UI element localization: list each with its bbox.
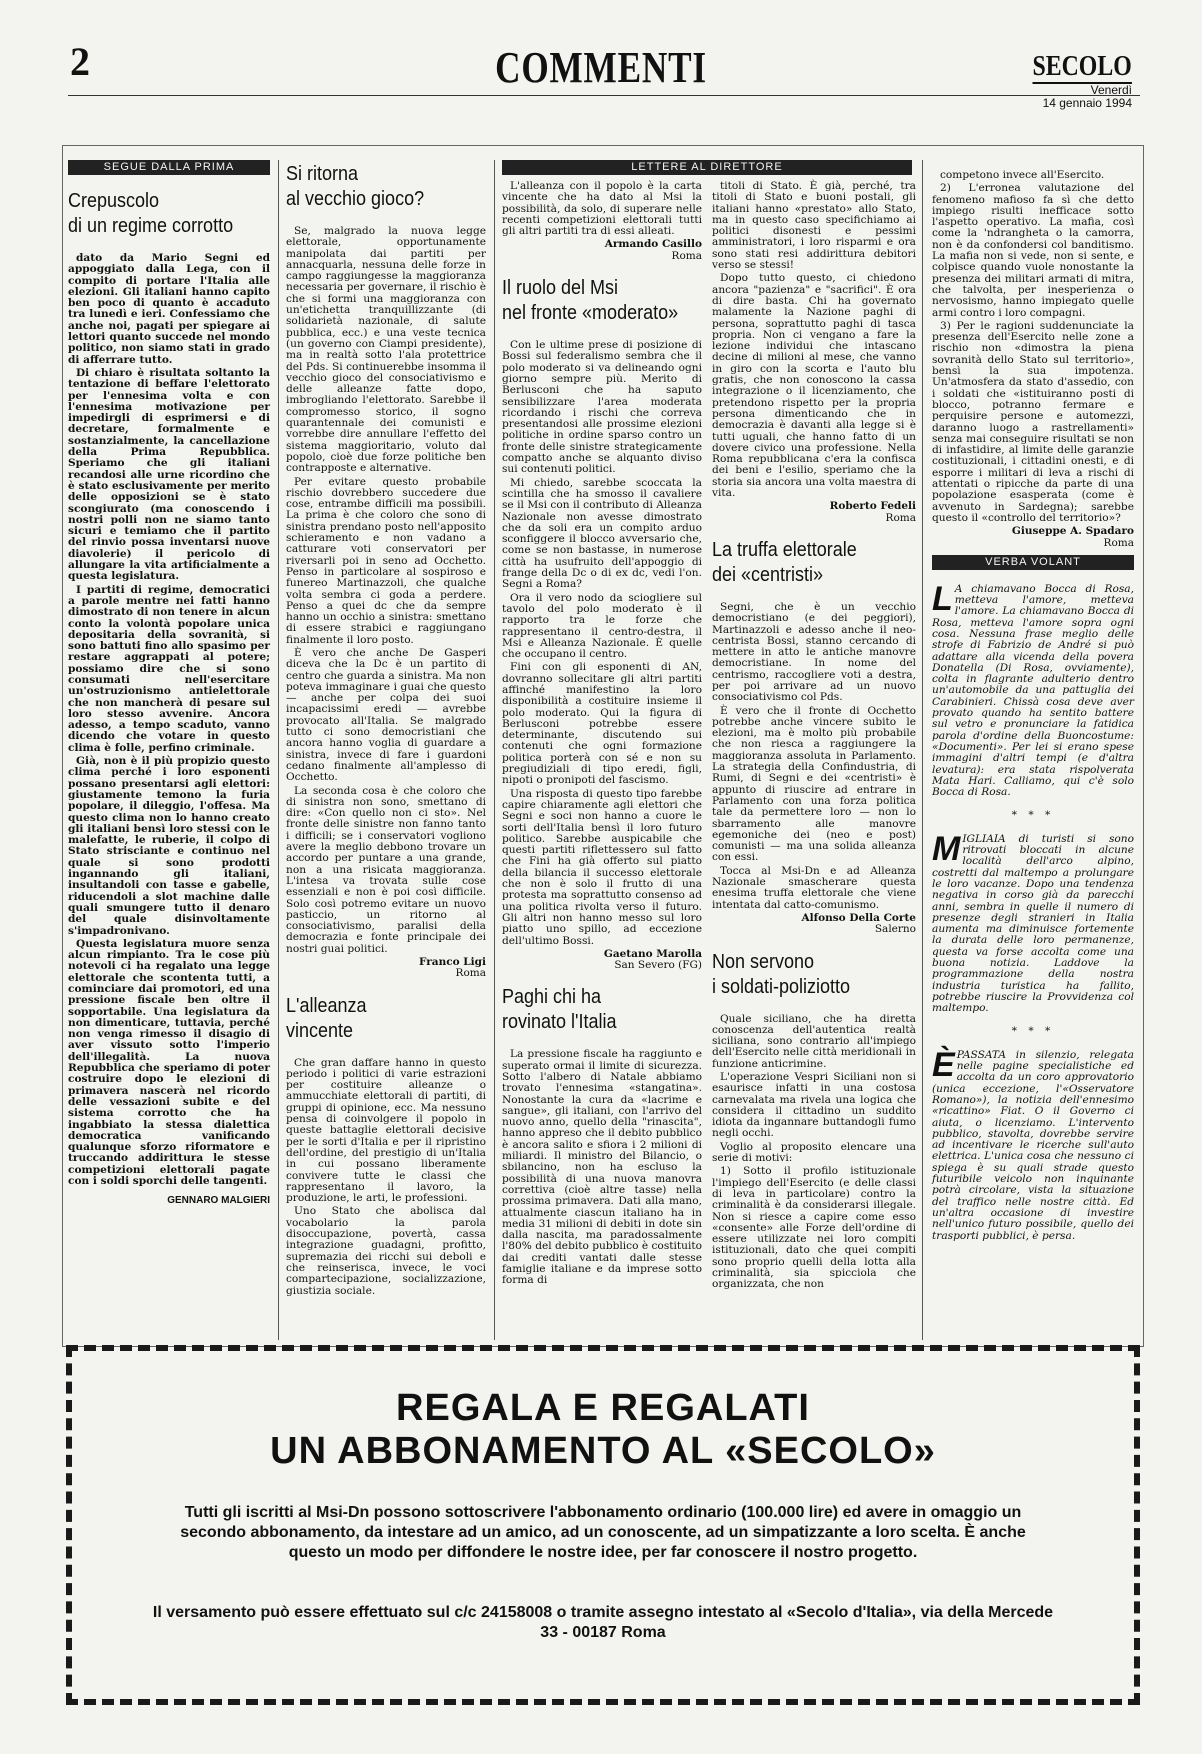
drop-cap: L [932, 579, 953, 618]
verba-volant-item [932, 1045, 1134, 1242]
headline-line: Non servono [712, 950, 815, 973]
issue-day: Venerdì [1090, 83, 1132, 97]
headline-line: Crepuscolo [68, 190, 160, 212]
paragraph: Che gran daffare hanno in questo periodo i politici di varie estrazioni per costituire alleanze o ammucchiate elettorali di partiti, di gruppi di opinione, ecc. Ma nessuno pensa di coinvolgere il popolo in queste battaglie elettorali decisive per le sorti d'Italia e per il ripristino dell'ordine, del prestigio di un'Italia in cui possano liberamente convivere tutte le classi che rappresentano il lavoro, la produzione, le arti, le professioni. [286, 1056, 486, 1205]
page-number: 2 [70, 39, 90, 84]
paragraph: Fini con gli esponenti di AN, dovranno sollecitare gli altri partiti affinché manifestino la loro disponibilità a costituire insieme il polo moderato. Qui la figura di Berlusconi potrebbe essere determinante, discutendo sui contenuti che ogni formazione politica porterà con sé e non su pregiudiziali di tipo eredi, figli, nipoti o pronipoti del fascismo. [502, 661, 702, 787]
signature-city: Roma [455, 967, 486, 980]
headline [286, 994, 466, 1044]
newspaper-logo: SECOLO [1032, 51, 1132, 82]
headline [68, 189, 250, 239]
subscription-promo [66, 1345, 1140, 1705]
paragraph: Con le ultime prese di posizione di Bossi sul federalismo sembra che il polo moderato si va delineando ogni giorno sempre più. Merito di Berlusconi che ha saputo sensibilizzare l'area moderata ricordando i rischi che correva presentandosi alle prossime elezioni politiche in ordine sparso contro un fronte delle sinistre strategicamente compatto anche se alquanto diviso sui contenuti politici. [502, 339, 702, 476]
paragraph-text: A chiamavano Bocca di Rosa, metteva l'amore, metteva l'amore. La chiamavano Bocca di Rosa, metteva l'amore sopra ogni cosa. Nessuna frase meglio delle strofe di Fabrizio de André si può adattare alla vicenda della povera Donatella (Di Rosa, ovviamente), colta in flagrante adulterio dentro un'automobile da una pattuglia dei Carabinieri. Chissà cosa deve aver provato quando ha sentito battere sul vetro e pronunciare la fatidica parola d'ordine della Buoncostume: «Documenti». Per lei si erano spese immagini d'altri tempi (e d'altra levatura): era stata rispolverata Mata Hari. Calliamo, qui c'è solo Bocca di Rosa. [932, 582, 1134, 799]
paragraph: Per evitare questo probabile rischio dovrebbero succedere due cose, entrambe difficili ma possibili. La prima è che coloro che sono di sinistra prendano posto nell'apposito schieramento e non vadano a catturare voti conservatori per riversarli poi in seno ad Occhetto. Penso in particolare al sospiroso e funereo Martinazzoli, che qualche volta sembra ci goda a perdere. Penso a quei dc che da sempre hanno un occhio a sinistra: smettano di essere strabici e raggiungano finalmente il loro posto. [286, 475, 486, 646]
signature-city: Salerno [874, 923, 916, 936]
promo-title: REGALA E REGALATI [396, 1387, 810, 1429]
paragraph: Ora il vero nodo da sciogliere sul tavolo del polo moderato è il rapporto tra le forze che rappresentano il centro-destra, il Msi e Alleanza Nazionale. È quelle che occupano il centro. [502, 591, 702, 661]
headline-line: i soldati-poliziotto [712, 975, 851, 998]
paragraph: 2) L'erronea valutazione del fenomeno mafioso fa sì che detto impiego risulti inefficace sotto l'aspetto operativo. La mafia, così come la 'ndrangheta o la camorra, non è da confondersi col banditismo. La mafia non si vede, non si sente, e colpisce quando vuole nonostante la presenza dei militari armati di mitra, che talvolta, per inesperienza o nervosismo, hanno impiegato quelle armi contro i loro compagni. [932, 182, 1134, 319]
promo-body: Tutti gli iscritti al Msi-Dn possono sottoscrivere l'abbonamento ordinario (100.000 lire) ed avere in omaggio un secondo abbonamento, da intestare ad un amico, ad un conoscente, ad un simpatizzante a loro scelta. È anche questo un modo per diffondere le nostre idee, per far conoscere il nostro progetto. [180, 1504, 1026, 1561]
paragraph: Una risposta di questo tipo farebbe capire chiaramente agli elettori che Segni e soci non hanno a cuore le sorti dell'Italia bensì il loro futuro politico. Sarebbe auspicabile che questi partiti riflettessero sul fatto che Fini ha già offerto sul piatto della bilancia il successo elettorale che non è solo il frutto di una protesta ma soprattutto consenso ad una politica rivolta verso il futuro. Gli altri non hanno messo sul loro piatto uno spillo, ad eccezione dell'ultimo Bossi. [502, 787, 702, 947]
paragraph [932, 829, 1134, 1015]
drop-cap: M [932, 829, 961, 868]
paragraph: Già, non è il più propizio questo clima perché i loro esponenti possano presentarsi agli elettori: giustamente temono la furia popolare, il dileggio, l'offesa. Ma questo clima non lo hanno creato gli italiani bensì loro stessi con le malefatte, le ruberie, il colpo di Stato strisciante e continuo nel quale si sono prodotti ingannando gli italiani, insultandoli con tasse e gabelle, riducendoli a slot machine dalle quali smungere tutto il denaro del quale disinvoltamente s'impadronivano. [68, 755, 270, 937]
headline-line: vincente [286, 1019, 354, 1042]
promo-title: UN ABBONAMENTO AL «SECOLO» [270, 1430, 936, 1472]
section-bar: VERBA VOLANT [932, 555, 1134, 570]
headline-line: rovinato l'Italia [502, 1011, 617, 1034]
paragraph: Tocca al Msi-Dn e ad Alleanza Nazionale smascherare questa enesima truffa elettorale che viene intentata dal catto-comunismo. [712, 864, 916, 911]
section-bar: LETTERE AL DIRETTORE [502, 160, 912, 175]
headline [712, 950, 896, 1000]
paragraph: Di chiaro è risultata soltanto la tentazione di beffare l'elettorato per l'ennesima volta e con l'ennesima motivazione per impedirgli di esprimersi e di decretare, formalmente e sostanzialmente, la cancellazione della Prima Repubblica. Speriamo che gli italiani recandosi alle urne ricordino che è stato esclusivamente per merito delle opposizioni se è stato scongiurato (ma conoscendo i nostri polli non ne siamo tanto sicuri e temiamo che il partito del rinvio possa inventarsi nuove diavolerie) il pericolo di allungare la vita artificialmente a questa legislatura. [68, 366, 270, 583]
headline-line: Si ritorna [286, 163, 359, 185]
paragraph-text: IGLIAIA di turisti si sono ritrovati bloccati in alcune località dell'arco alpino, costretti dal maltempo a prolungare le loro vacanze. Dopo una tendenza negativa in corso già da parecchi anni, sembra in quelle il numero di presenze degli stranieri in Italia aumenta ma diminuisce fortemente la durata delle loro permanenze, questa va forse accolta come una buona notizia. Laddove la programmazione della nostra industria turistica ha fallito, potrebbe riuscire la Provvidenza col maltempo. [932, 832, 1134, 1015]
signature: Franco Ligi [419, 956, 486, 968]
paragraph: 3) Per le ragioni suddenunciate la presenza dell'Esercito nelle zone a rischio non «dimostra la piena sovranità dello Stato sul territorio», bensì la sua impotenza. Un'atmosfera da stato d'assedio, con i soldati che «istituiranno posti di blocco, potranno fermare e perquisire persone e automezzi, daranno luogo a rastrellamenti» senza mai conseguire risultati se non di infastidire, al limite delle garanzie costituzionali, i cittadini onesti, e di esporre i militari di leva a rischi di attentati o ripicche da parte di una popolazione esasperata (come è avvenuto in Sardegna); sarebbe questo il «controllo del territorio»? [932, 319, 1134, 524]
paragraph: Dopo tutto questo, ci chiedono ancora "pazienza" e "sacrifici". È ora di dire basta. Chi ha governato malamente la Nazione paghi di persona, soprattutto paghi di tasca propria. Non ci vengano a fare la lezione individui che intascano decine di milioni al mese, che vanno in giro con la scorta e l'auto blu gratis, che non conoscono la cassa integrazione o il licenziamento, che pretendono rispetto per la propria persona dimenticando che in democrazia è davanti alla legge si è tutti uguali, che hanno fatto di un dovere civico una professione. Nella Roma repubblicana c'era la confisca dei beni e l'esilio, speriamo che la storia sia ancora una volta maestra di vita. [712, 272, 916, 500]
column-divider [494, 160, 495, 1340]
signature: Giuseppe A. Spadaro [1011, 525, 1134, 538]
headline-line: La truffa elettorale [712, 538, 857, 561]
separator-stars: * * * [1011, 1025, 1055, 1038]
paragraph [932, 1045, 1134, 1242]
headline-line: Il ruolo del Msi [502, 277, 619, 300]
signature: Gaetano Marolla [603, 947, 702, 960]
paragraph [932, 579, 1134, 799]
paragraph: Voglio al proposito elencare una serie di motivi: [712, 1140, 916, 1165]
headline [502, 276, 682, 326]
paragraph: Quale siciliano, che ha diretta conoscenza dell'autentica realtà siciliana, sono contrario all'impiego dell'Esercito nelle città meridionali in funzione anticrimine. [712, 1012, 916, 1070]
masthead [1015, 52, 1132, 110]
signature-city: Roma [1103, 536, 1134, 549]
headline-line: al vecchio gioco? [286, 188, 425, 210]
column-divider [922, 160, 923, 1340]
paragraph: Questa legislatura muore senza alcun rimpianto. Tra le cose più notevoli ci ha regalato una legge elettorale che scontenta tutti, a cominciare dai promotori, ed una pressione fiscale ben oltre il sopportabile. Una legislatura da non dimenticare, tuttavia, perché non venga rimesso il disagio di aver vissuto sotto l'imperio dell'illegalità. La nuova Repubblica che speriamo di poter costruire dopo le elezioni di primavera nascerà nel ricordo delle vessazioni subite e del sistema corrotto che ha ingabbiato la stessa dialettica democratica vanificando qualunque sforzo riformatore e truccando addirittura le stesse competizioni elettorali pagate con i soldi sporchi delle tangenti. [68, 937, 270, 1188]
paragraph: dato da Mario Segni ed appoggiato dalla Lega, con il compito di portare l'Italia alle elezioni. Gli italiani hanno capito ben poco di quanto è accaduto tra lunedì e ieri. Confessiamo che anche noi, pagati per spiegare ai lettori quanto succede nel mondo politico, non siamo stati in grado di afferrare tutto. [68, 252, 270, 366]
headline [712, 538, 896, 588]
paragraph: È vero che il fronte di Occhetto potrebbe anche vincere subito le elezioni, ma è molto più probabile che non riesca a raggiungere la maggioranza assoluta in Parlamento. La strategia della Confindustria, di Rumi, di Segni e dei «centristi» è appunto di riuscire ad entrare in Parlamento con una forza politica tale da permettere loro — non lo sbarramento alle manovre egemoniche dei (neo e post) comunisti — ma una solida alleanza con essi. [712, 704, 916, 864]
header-rule [68, 95, 1140, 96]
paragraph: La pressione fiscale ha raggiunto e superato ormai il limite di sicurezza. Sotto l'albero di Natale abbiamo trovato l'ennesima «stangatina». Nonostante la cura da «lacrime e sangue», gli italiani, con l'arrivo del nuovo anno, quello della "rinascita", hanno appreso che il debito pubblico è ancora salito e sfiora i 2 milioni di miliardi. Il ministro del Bilancio, o sbilancino, non ha escluso la possibilità di una nuova manovra correttiva (cioè altre tasse) nella prossima primavera. Dati alla mano, attualmente ciascun italiano ha in media 31 milioni di debiti in dote sin dalla nascita, ma paradossalmente l'80% del debito pubblico è costituito dai crediti vantati dalle stesse famiglie italiane e da imprese sotto forma di [502, 1048, 702, 1287]
paragraph: 1) Sotto il profilo istituzionale l'impiego dell'Esercito (e delle classi di leva in particolare) contro la criminalità è da considerarsi illegale. Non si riesce a capire come esso «consente» alle Forze dell'ordine di essere utilizzate nei loro compiti istituzionali, dato che quei compiti sono proprio quelli della lotta alla criminalità, sia spicciola che organizzata, che non [712, 1165, 916, 1291]
headline-line: di un regime corrotto [68, 215, 234, 237]
section-title: COMMENTI [495, 43, 707, 92]
promo-payment: Il versamento può essere effettuato sul c/c 24158008 o tramite assegno intestato al «Secolo d'Italia», via della Mercede 33 - 00187 Roma [152, 1604, 1054, 1641]
paragraph: Mi chiedo, sarebbe scoccata la scintilla che ha smosso il cavaliere se il Msi con il contributo di Alleanza Nazionale non avesse dimostrato che da soli era un compito arduo sconfiggere il blocco avversario che, come se non bastasse, in numerose città ha usufruito dell'appoggio di frange della Dc o di ex dc, vedi l'on. Segni a Roma? [502, 476, 702, 591]
signature: Roberto Fedeli [829, 500, 916, 513]
paragraph: titoli di Stato. È già, perché, tra titoli di Stato e buoni postali, gli italiani hanno «prestato» allo Stato, ma in questo caso specifichiamo ai politici disonesti e pessimi amministratori, i loro risparmi e ora sono stati resi addirittura debitori verso se stessi! [712, 180, 916, 272]
column-divider [278, 160, 279, 1340]
author: GENNARO MALGIERI [167, 1195, 270, 1207]
signature-city: San Severo (FG) [614, 959, 702, 972]
paragraph: Se, malgrado la nuova legge elettorale, opportunamente manipolata dai partiti per annacquarla, nessuna delle forze in campo raggiungesse la maggioranza necessaria per governare, il rischio è che si formi una maggioranza con un'etichetta tranquillizzante (di solidarietà nazionale, di salute pubblica, ecc.) e una veste tecnica (un governo con Ciampi presidente), ma in realtà sotto l'ala protettrice del Pds. Si continuerebbe insomma il vecchio gioco del consociativismo e delle alleanze fatte dopo, imbrogliando l'elettorato. Sarebbe il compromesso storico, il sogno quarantennale dei comunisti e vorrebbe dire annullare l'effetto del sistema maggioritario, voluto dal popolo, cioè due forze politiche ben contrapposte e alternative. [286, 225, 486, 475]
headline-line: dei «centristi» [712, 563, 824, 586]
headline-line: nel fronte «moderato» [502, 302, 679, 325]
drop-cap: È [932, 1045, 955, 1084]
headline [502, 985, 682, 1035]
paragraph: È vero che anche De Gasperi diceva che la Dc è un partito di centro che guarda a sinistra. Ma non poteva immaginare i guai che questo — anche per colpa dei suoi incapacissimi eredi — avrebbe provocato all'Italia. Se malgrado tutto ci sono democristiani che ancora hanno voglia di guardare a sinistra, invece di fare i guardoni cedano finalmente all'amplesso di Occhetto. [286, 646, 486, 784]
signature-city: Roma [885, 511, 916, 524]
paragraph-text: PASSATA in silenzio, relegata nelle pagine specialistiche ed accolta da un coro approvatorio (unica eccezione, l'«Osservatore Romano»), la notizia dell'ennesimo «ricattino» Fiat. O il Governo ci aiuta, o licenziamo. L'intervento pubblico, stavolta, dovrebbe servire ad incentivare le ricerche sull'auto elettrica. L'unica cosa che nessuno ci spiega è su quali strade questo futuribile veicolo non inquinante potrà circolare, vista la situazione del traffico nelle nostre città. Ed un'altra occasione di investire nell'unico futuro possibile, quello dei trasporti pubblici, è persa. [932, 1048, 1134, 1242]
article-crepuscolo [68, 160, 270, 1360]
issue-date: 14 gennaio 1994 [1042, 96, 1132, 110]
article-si-ritorna [286, 160, 486, 1360]
verba-volant-item [932, 829, 1134, 1015]
headline [286, 162, 466, 212]
paragraph: I partiti di regime, democratici a parole mentre nei fatti hanno dimostrato di non tenere in alcun conto la volontà popolare unica depositaria della sovranità, si sono battuti fino allo spasimo per restare aggrappati al potere; possiamo dire che si sono consumati nell'esercitare un'ostruzionismo antielettorale che non mancherà di pesare sul loro stesso avvenire. Ancora adesso, a tempo scaduto, vanno dicendo che votare in questo clima è folle, perfino criminale. [68, 583, 270, 754]
paragraph: La seconda cosa è che coloro che di sinistra non sono, smettano di dire: «Con quello non ci sto». Nel fronte delle sinistre non fanno tanto i difficili; se i conservatori vogliono avere la meglio debbono trovare un accordo per puntare a una grande, non a una risicata maggioranza. L'intesa va trovata sulle cose essenziali e non è poi così difficile. Solo così potremo evitare un nuovo pasticcio, un ritorno al consociativismo, paralisi della democrazia e fonte principale dei nostri guai politici. [286, 784, 486, 955]
verba-volant-item [932, 579, 1134, 799]
headline-line: L'alleanza [286, 994, 367, 1017]
separator-stars: * * * [1011, 809, 1055, 822]
paragraph: L'alleanza con il popolo è la carta vincente che ha dato al Msi la possibilità, da solo, di superare nelle recenti competizioni elettorali tutti gli altri partiti tra di essi alleati. [502, 180, 702, 238]
paragraph: Segni, che è un vecchio democristiano (e dei peggiori), Martinazzoli e adesso anche il neo-centrista Bossi, stanno cercando di mettere in atto le antiche manovre democristiane. In nome del centrismo, raccogliere voti a destra, per poi arrivare ad un nuovo consociativismo col Pds. [712, 600, 916, 704]
paragraph: L'operazione Vespri Siciliani non si esaurisce infatti in una costosa carnevalata ma rivela una logica che considera il cittadino un suddito idiota da ingannare buttandogli fumo negli occhi. [712, 1071, 916, 1140]
letters-column-3 [932, 170, 1134, 1370]
section-bar: SEGUE DALLA PRIMA [68, 160, 270, 175]
signature-city: Roma [671, 249, 702, 262]
signature: Alfonso Della Corte [801, 911, 916, 924]
headline-line: Paghi chi ha [502, 986, 602, 1009]
paragraph: Uno Stato che abolisca dal vocabolario la parola disoccupazione, povertà, cassa integrazione guadagni, profitto, supremazia dei ricchi sui deboli e che reinserisca, invece, le voci compartecipazione, socializzazione, giustizia sociale. [286, 1205, 486, 1297]
paragraph: competono invece all'Esercito. [940, 169, 1105, 181]
signature: Armando Casillo [604, 238, 702, 251]
letters-column-2 [712, 181, 916, 1381]
